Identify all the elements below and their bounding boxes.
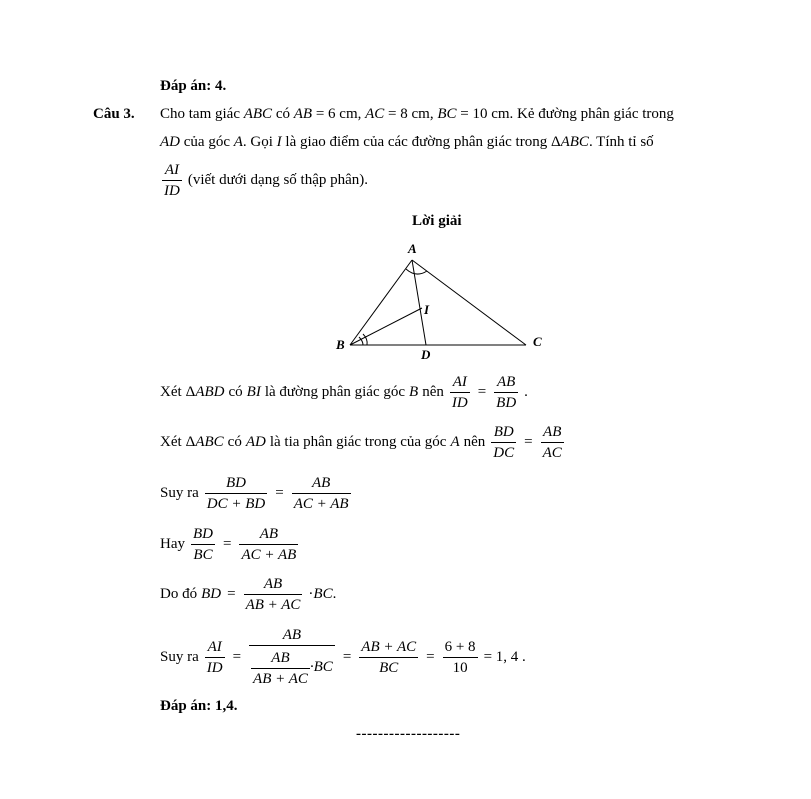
step-text: Xét bbox=[160, 434, 182, 450]
solution-title: Lời giải bbox=[412, 213, 462, 229]
question-text: (viết dưới dạng số thập phân). bbox=[187, 172, 369, 188]
step-text: Xét bbox=[160, 384, 182, 400]
step-text: có bbox=[228, 384, 243, 400]
question-text: . Tính tỉ số bbox=[588, 134, 654, 150]
question-line-2: AD của góc A. Gọi I là giao điểm của các đường phân giác trong ΔABC. Tính tỉ số bbox=[160, 134, 654, 150]
side-ac bbox=[412, 260, 526, 345]
step-text: Hay bbox=[160, 536, 185, 552]
label-c: C bbox=[533, 334, 542, 349]
question-line-1: Cho tam giác ABC có AB = 6 cm, AC = 8 cm, BC = 10 cm. Kẻ đường phân giác trong bbox=[160, 106, 674, 122]
angle-mark-a bbox=[406, 269, 427, 274]
step-text: là tia phân giác trong của góc bbox=[269, 434, 447, 450]
question-text: có bbox=[275, 106, 290, 122]
label-i: I bbox=[424, 302, 430, 317]
label-a: A bbox=[408, 241, 417, 256]
question-text: cm, bbox=[339, 106, 362, 122]
step-text: Suy ra bbox=[160, 648, 199, 665]
triangle-figure bbox=[330, 238, 550, 368]
step-6: Suy ra $\frac{AI}{ID}$ = AB $\frac{AB}{AB + AC}$ ·BC = $\frac{AB + AC}{BC}$ = $\frac{6 + 8}{10}$ = 1, 4 . bbox=[160, 627, 526, 687]
question-text: cm. Kẻ đường phân giác trong bbox=[491, 106, 674, 122]
question-text: . Gọi bbox=[242, 134, 273, 150]
step-2: Xét ΔABC có AD là tia phân giác trong của góc A nên $\frac{BD}{DC}$ = $\frac{AB}{AC}$ bbox=[160, 424, 562, 461]
step-5: Do đó BD = $\frac{AB}{AB + AC}$ ·BC. bbox=[160, 576, 337, 613]
result-value: = 1, 4 . bbox=[483, 648, 526, 665]
angle-mark-b-outer bbox=[363, 334, 367, 345]
question-label: Câu 3. bbox=[93, 106, 135, 122]
step-text: Suy ra bbox=[160, 485, 199, 501]
final-answer: Đáp án: 1,4. bbox=[160, 698, 238, 714]
step-1: Xét ΔABD có BI là đường phân giác góc B nên $\frac{AI}{ID}$ = $\frac{AB}{BD}$ . bbox=[160, 374, 528, 411]
step-text: là đường phân giác góc bbox=[264, 384, 406, 400]
step-4: Hay $\frac{BD}{BC}$ = $\frac{AB}{AC + AB}$ bbox=[160, 526, 297, 563]
step-text: nên bbox=[422, 384, 444, 400]
ratio-ai-id: $\frac{AI}{ID}$ bbox=[164, 162, 180, 199]
side-ab bbox=[350, 260, 412, 345]
question-text: là giao điểm của các đường phân giác trong bbox=[285, 134, 548, 150]
question-line-3 bbox=[160, 160, 368, 201]
label-b: B bbox=[336, 337, 345, 352]
separator: ------------------- bbox=[356, 726, 461, 742]
step-text: nên bbox=[463, 434, 486, 450]
previous-answer: Đáp án: 4. bbox=[160, 78, 227, 94]
step-text: Do đó bbox=[160, 586, 198, 602]
step-text: có bbox=[227, 434, 242, 450]
label-d: D bbox=[421, 347, 431, 362]
question-text: của góc bbox=[183, 134, 230, 150]
question-text: cm, bbox=[411, 106, 434, 122]
step-3: Suy ra $\frac{BD}{DC + BD}$ = $\frac{AB}{AC + AB}$ bbox=[160, 475, 349, 512]
question-text: Cho tam giác bbox=[160, 106, 240, 122]
